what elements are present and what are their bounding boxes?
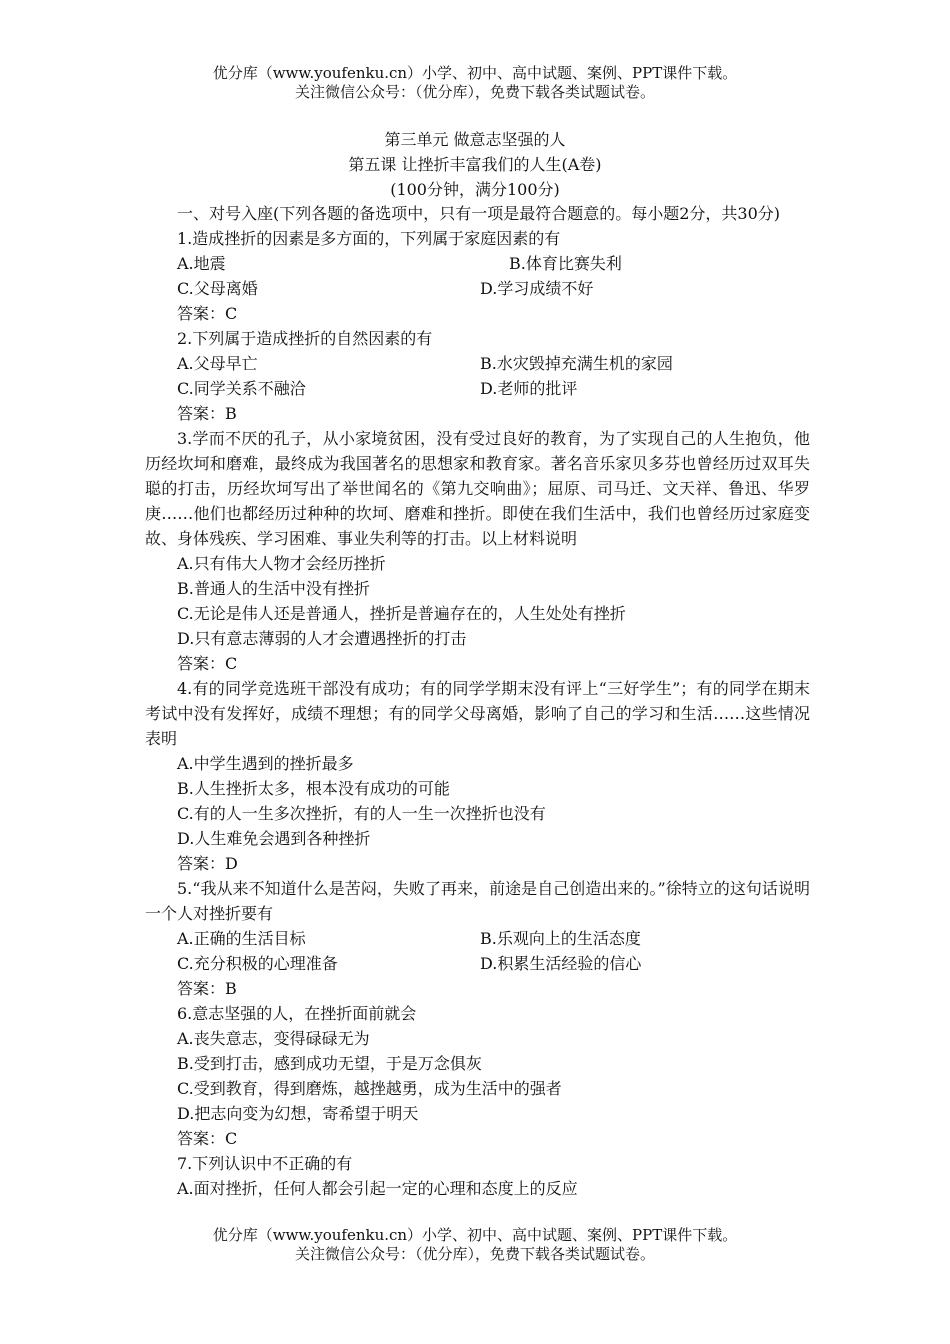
question-1-options-cd [145,276,810,301]
question-4-stem: 4.有的同学竞选班干部没有成功；有的同学学期末没有评上“三好学生”；有的同学在期末考试中没有发挥好，成绩不理想；有的同学父母离婚，影响了自己的学习和生活……这些情况表明 [145,679,810,748]
option-b: B.普通人的生活中没有挫折 [177,579,370,598]
question-2-stem: 2.下列属于造成挫折的自然因素的有 [177,329,433,348]
question-3-stem: 3.学而不厌的孔子，从小家境贫困，没有受过良好的教育，为了实现自己的人生抱负，他历经坎坷和磨难，最终成为我国著名的思想家和教育家。著名音乐家贝多芬也曾经历过双耳失聪的打击，历经坎坷写出了举世闻名的《第九交响曲》；屈原、司马迁、文天祥、鲁迅、华罗庚……他们也都经历过种种的坎坷、磨难和挫折。即使在我们生活中，我们也曾经历过家庭变故、身体残疾、学习困难、事业失利等的打击。以上材料说明 [145,429,810,548]
question-6-answer: 答案：C [177,1129,238,1148]
option-b: B.体育比赛失利 [509,254,622,273]
option-c: C.充分积极的心理准备 [177,954,338,973]
option-b: B.人生挫折太多，根本没有成功的可能 [177,779,450,798]
option-d: D.学习成绩不好 [480,279,594,298]
option-d: D.积累生活经验的信心 [480,954,642,973]
option-a: A.地震 [177,254,226,273]
option-b: B.水灾毁掉充满生机的家园 [480,354,673,373]
question-3-answer: 答案：C [177,654,238,673]
option-c: C.受到教育，得到磨炼，越挫越勇，成为生活中的强者 [177,1079,562,1098]
option-c: C.父母离婚 [177,279,258,298]
question-2-options-cd [145,376,810,401]
section-intro: 一、对号入座(下列各题的备选项中，只有一项是最符合题意的。每小题2分，共30分) [177,204,781,223]
option-d: D.人生难免会遇到各种挫折 [177,829,371,848]
question-2-options-ab [145,351,810,376]
option-d: D.把志向变为幻想，寄希望于明天 [177,1104,419,1123]
document-body [145,201,810,1201]
option-c: C.同学关系不融洽 [177,379,306,398]
question-2-answer: 答案：B [177,404,237,423]
option-a: A.面对挫折，任何人都会引起一定的心理和态度上的反应 [177,1179,578,1198]
question-6-stem: 6.意志坚强的人，在挫折面前就会 [177,1004,417,1023]
lesson-title: 第五课 让挫折丰富我们的人生(A卷) [348,155,602,174]
option-d: D.只有意志薄弱的人才会遭遇挫折的打击 [177,629,467,648]
page-footer [0,1226,950,1264]
question-5-answer: 答案：B [177,979,237,998]
header-line-1: 优分库（www.youfenku.cn）小学、初中、高中试题、案例、PPT课件下载。 [212,64,738,82]
option-b: B.受到打击，感到成功无望，于是万念俱灰 [177,1054,482,1073]
question-1-stem: 1.造成挫折的因素是多方面的，下列属于家庭因素的有 [177,229,561,248]
option-b: B.乐观向上的生活态度 [480,929,641,948]
question-4-answer: 答案：D [177,854,238,873]
option-a: A.中学生遇到的挫折最多 [177,754,354,773]
question-1-options-ab [145,251,810,276]
exam-meta: (100分钟，满分100分) [390,180,560,199]
option-c: C.有的人一生多次挫折，有的人一生一次挫折也没有 [177,804,546,823]
option-a: A.正确的生活目标 [177,929,306,948]
page-header [0,64,950,102]
option-a: A.父母早亡 [177,354,258,373]
option-a: A.只有伟大人物才会经历挫折 [177,554,386,573]
question-1-answer: 答案：C [177,304,238,323]
question-5-stem: 5.“我从来不知道什么是苦闷，失败了再来，前途是自己创造出来的。”徐特立的这句话说明一个人对挫折要有 [145,879,810,923]
option-d: D.老师的批评 [480,379,578,398]
header-line-2: 关注微信公众号：（优分库），免费下载各类试题试卷。 [294,83,655,101]
question-5-options-cd [145,951,810,976]
document-titles [0,127,950,202]
option-a: A.丧失意志，变得碌碌无为 [177,1029,370,1048]
footer-line-1: 优分库（www.youfenku.cn）小学、初中、高中试题、案例、PPT课件下载。 [212,1226,738,1244]
question-5-options-ab [145,926,810,951]
unit-title: 第三单元 做意志坚强的人 [384,130,566,149]
option-c: C.无论是伟人还是普通人，挫折是普遍存在的，人生处处有挫折 [177,604,626,623]
footer-line-2: 关注微信公众号：（优分库），免费下载各类试题试卷。 [294,1245,655,1263]
question-7-stem: 7.下列认识中不正确的有 [177,1154,353,1173]
